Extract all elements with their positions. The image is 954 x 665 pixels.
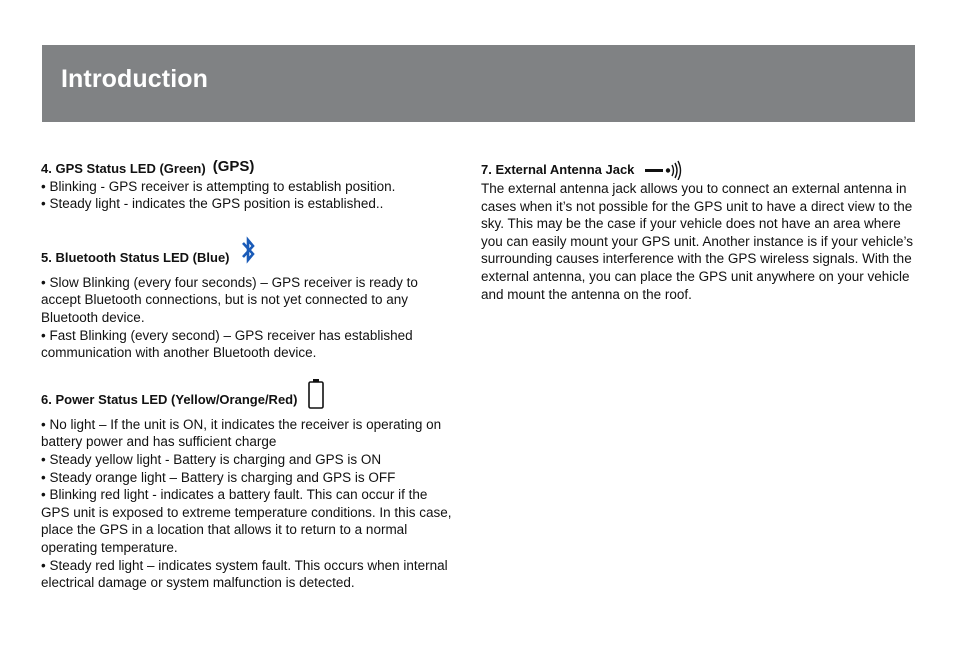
list-item: • Blinking red light - indicates a battery fault. This can occur if the GPS unit is exposed to extreme temperature conditions. In this case, place the GPS in a location that allows it to return to a normal operating temperature.	[41, 487, 452, 555]
heading-text: 5. Bluetooth Status LED (Blue)	[41, 249, 230, 265]
list-item: • Blinking - GPS receiver is attempting to establish position.	[41, 178, 396, 194]
section-heading	[41, 160, 456, 178]
heading-text: 7. External Antenna Jack	[481, 162, 635, 178]
list-item: • Steady yellow light - Battery is charging and GPS is ON	[41, 451, 382, 467]
section-heading	[481, 160, 921, 180]
battery-icon	[307, 378, 325, 410]
section-heading	[41, 242, 456, 274]
section-heading	[41, 384, 456, 416]
section-external-antenna	[481, 160, 921, 303]
section-gps-status	[41, 160, 456, 213]
header-banner	[42, 45, 915, 122]
list-item: • No light – If the unit is ON, it indicates the receiver is operating on battery power and has sufficient charge	[41, 416, 442, 450]
section-power-status	[41, 384, 456, 592]
section-bluetooth-status	[41, 242, 456, 362]
heading-text: 6. Power Status LED (Yellow/Orange/Red)	[41, 391, 298, 407]
list-item: • Steady light - indicates the GPS position is established..	[41, 196, 384, 212]
antenna-icon	[644, 160, 684, 180]
list-item: • Steady orange light – Battery is charging and GPS is OFF	[41, 469, 396, 485]
heading-text: 4. GPS Status LED (Green)	[41, 161, 206, 176]
right-column	[481, 160, 921, 303]
left-column	[41, 160, 456, 592]
list-item: • Steady red light – indicates system fault. This occurs when internal electrical damage or system malfunction is detected.	[41, 557, 448, 591]
list-item: • Fast Blinking (every second) – GPS receiver has established communication with another Bluetooth device.	[41, 327, 413, 361]
paragraph: The external antenna jack allows you to connect an external antenna in cases when it’s not possible for the GPS unit to have a direct view to the sky. This may be the case if your vehicle does not have an area where you can easily mount your GPS unit. Another instance is if your vehicle’s surrounding causes interference with the GPS wireless signals. With the external antenna, you can place the GPS unit anywhere on your vehicle and mount the antenna on the roof.	[481, 181, 913, 302]
list-item: • Slow Blinking (every four seconds) – GPS receiver is ready to accept Bluetooth connections, but is not yet connected to any Bluetooth device.	[41, 274, 418, 325]
page-title: Introduction	[61, 65, 209, 93]
bluetooth-icon	[238, 234, 258, 266]
gps-icon: (GPS)	[212, 158, 255, 175]
